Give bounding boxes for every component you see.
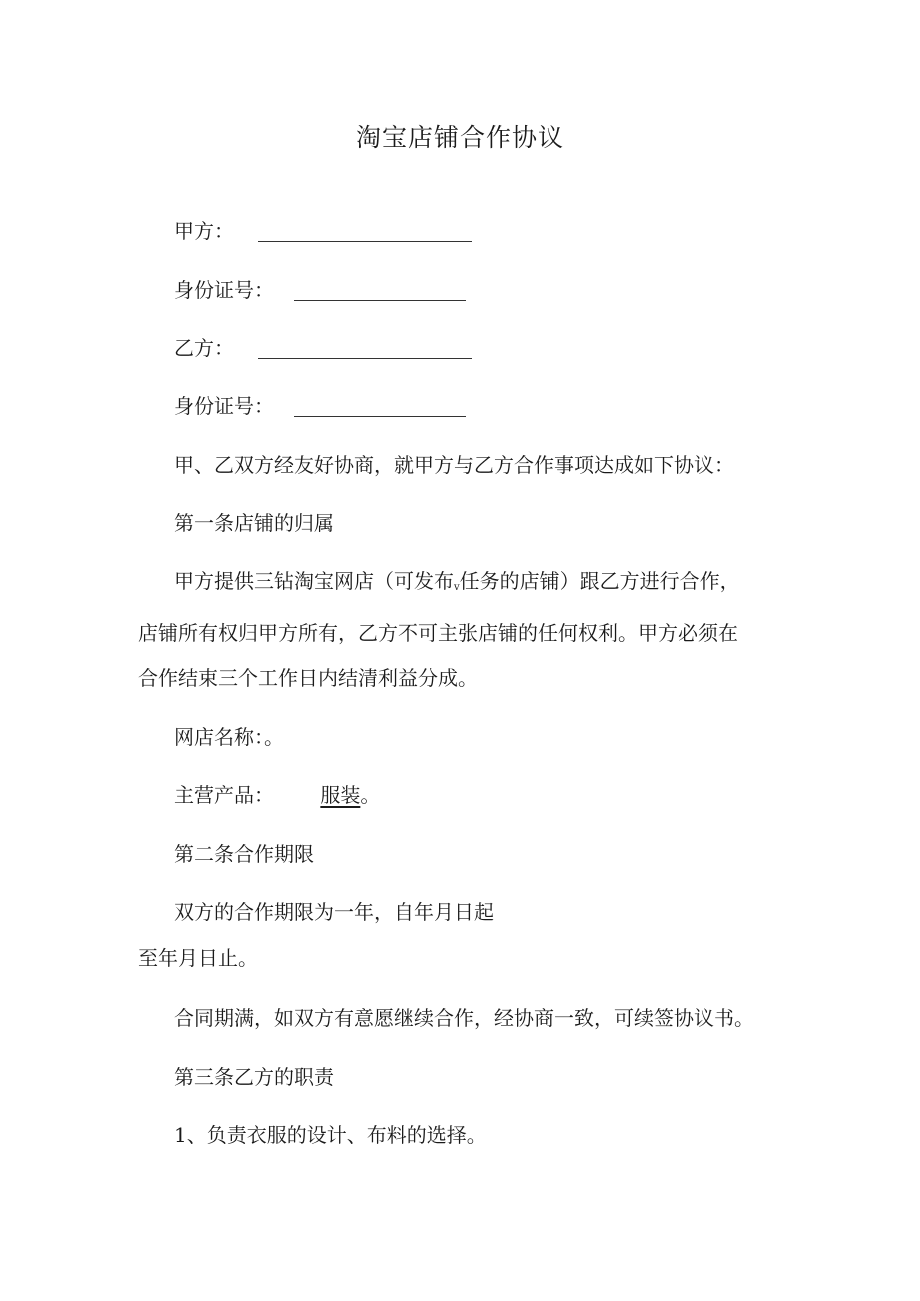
article2-heading: 第二条合作期限 xyxy=(174,842,314,866)
shop-name-row: 网店名称：。 xyxy=(174,725,284,749)
article3-heading: 第三条乙方的职责 xyxy=(174,1065,334,1089)
party-b-row xyxy=(174,334,472,362)
party-a-label: 甲方： xyxy=(174,219,234,243)
party-b-label: 乙方： xyxy=(174,336,234,360)
document-title: 淘宝店铺合作协议 xyxy=(355,123,564,152)
product-value: 服装 xyxy=(320,783,361,807)
article1-line1-part-a: 甲方提供三钻淘宝网店（可发布 xyxy=(174,569,454,593)
product-label: 主营产品： xyxy=(174,783,274,807)
product-end: 。 xyxy=(360,783,381,807)
party-b-blank[interactable] xyxy=(258,338,472,359)
party-a-blank[interactable] xyxy=(258,221,472,242)
term-line1: 双方的合作期限为一年，自年月日起 xyxy=(174,900,494,924)
renew-paragraph: 合同期满，如双方有意愿继续合作，经协商一致，可续签协议书。 xyxy=(174,1006,754,1030)
article1-line1-part-b: 任务的店铺）跟乙方进行合作， xyxy=(459,569,740,593)
article1-line1 xyxy=(174,567,740,602)
id-b-blank[interactable] xyxy=(294,396,466,417)
article3-item1: 1、负责衣服的设计、布料的选择。 xyxy=(174,1123,487,1147)
article1-line3: 合作结束三个工作日内结清利益分成。 xyxy=(138,666,478,690)
term-line2: 至年月日止。 xyxy=(138,946,258,970)
intro-paragraph: 甲、乙双方经友好协商，就甲方与乙方合作事项达成如下协议： xyxy=(174,453,734,477)
id-b-label: 身份证号： xyxy=(174,394,274,418)
id-b-row xyxy=(174,392,466,420)
id-a-row xyxy=(174,276,466,304)
id-a-label: 身份证号： xyxy=(174,278,274,302)
product-row xyxy=(174,781,380,809)
article1-line2: 店铺所有权归甲方所有，乙方不可主张店铺的任何权利。甲方必须在 xyxy=(138,621,738,645)
article1-heading: 第一条店铺的归属 xyxy=(174,511,334,535)
party-a-row xyxy=(174,217,472,245)
article1-line1-mark: v xyxy=(454,582,460,593)
id-a-blank[interactable] xyxy=(294,280,466,301)
